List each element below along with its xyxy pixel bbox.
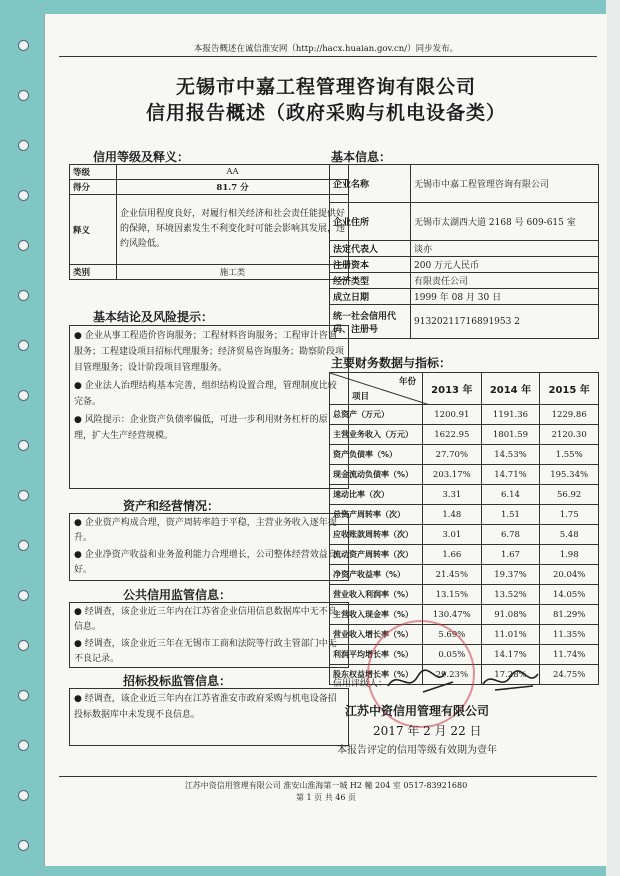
bullet-icon: ● [74, 381, 85, 391]
bidding-section-title: 招标投标监管信息： [123, 674, 232, 688]
address-value: 无锡市太湖西大道 2168 号 609-615 室 [411, 203, 599, 241]
finance-cell: 11.74% [540, 645, 599, 665]
finance-cell: 1.98 [540, 545, 599, 565]
finance-row [330, 585, 599, 605]
corner-year-label: 年份 [398, 377, 416, 387]
finance-cell: 1.66 [423, 545, 482, 565]
meaning-value: 企业信用程度良好，对履行相关经济和社会责任能提供好的保障，环境因素发生不利变化时可能会影响其发展，违约风险低。 [117, 195, 349, 265]
econ-type-value: 有限责任公司 [411, 273, 599, 289]
rater-signatures [383, 664, 563, 698]
finance-cell: 1.67 [481, 545, 540, 565]
public-item: ● 经调查，该企业近三年在无锡市工商和法院等行政主管部门中无不良记录。 [74, 639, 337, 664]
finance-table [329, 372, 599, 685]
year-header-2013: 2013 年 [423, 373, 482, 405]
conclusion-box [69, 325, 349, 489]
finance-row-label: 营业收入利润率（%） [330, 585, 423, 605]
year-header-2014: 2014 年 [481, 373, 540, 405]
finance-row-label: 应收账款周转率（次） [330, 525, 423, 545]
finance-row-label: 流动资产周转率（次） [330, 545, 423, 565]
finance-cell: 5.69% [423, 625, 482, 645]
bullet-icon: ● [74, 518, 85, 528]
finance-row [330, 465, 599, 485]
finance-row-label: 利润平均增长率（%） [330, 645, 423, 665]
bullet-icon: ● [74, 331, 85, 341]
report-title-company: 无锡市中嘉工程管理咨询有限公司 [175, 76, 476, 98]
conclusion-item: ● 企业从事工程造价咨询服务；工程材料咨询服务；工程审计咨询服务；工程建设项目招标代理服务；经济贸易咨询服务；勘察阶段项目管理服务；设计阶段项目管理服务。 [74, 331, 345, 373]
finance-cell: 1200.91 [423, 405, 482, 425]
score-value: 81.7 分 [117, 180, 349, 195]
assets-section-title: 资产和经营情况： [123, 499, 220, 513]
bullet-icon: ● [74, 550, 85, 560]
finance-cell: 0.05% [423, 645, 482, 665]
report-title-type: 信用报告概述（政府采购与机电设备类） [145, 102, 506, 124]
finance-cell: 1229.86 [540, 405, 599, 425]
finance-cell: 27.70% [423, 445, 482, 465]
finance-cell: 195.34% [540, 465, 599, 485]
credit-code-label: 统一社会信用代码、注册号 [330, 305, 411, 339]
public-section-title: 公共信用监管信息： [123, 588, 232, 602]
bullet-icon: ● [74, 415, 85, 425]
company-name-value: 无锡市中嘉工程管理咨询有限公司 [411, 165, 599, 203]
capital-value: 200 万元人民币 [411, 257, 599, 273]
bullet-icon: ● [74, 694, 85, 704]
finance-cell: 14.53% [481, 445, 540, 465]
finance-row-label: 总资产周转率（次） [330, 505, 423, 525]
finance-cell: 2120.30 [540, 425, 599, 445]
binding-spiral [0, 0, 44, 876]
footer-divider [59, 776, 597, 777]
finance-cell: 1.55% [540, 445, 599, 465]
finance-row-label: 股东权益增长率（%） [330, 665, 423, 685]
grade-value: AA [117, 165, 349, 180]
econ-type-label: 经济类型 [330, 273, 411, 289]
finance-row-label: 现金流动负债率（%） [330, 465, 423, 485]
footer-page-number: 第 1 页 共 46 页 [296, 793, 356, 802]
finance-cell: 11.01% [481, 625, 540, 645]
bidding-item: ● 经调查，该企业近三年内在江苏省淮安市政府采购与机电设备招投标数据库中未发现不良信息。 [74, 694, 337, 720]
conclusion-item: ● 风险提示：企业资产负债率偏低，可进一步利用财务杠杆的原理，扩大生产经营规模。 [74, 415, 328, 441]
finance-cell: 1622.95 [423, 425, 482, 445]
public-item: ● 经调查，该企业近三年内在江苏省企业信用信息数据库中无不良信息。 [74, 607, 337, 632]
capital-label: 注册资本 [330, 257, 411, 273]
validity-note: 本报告评定的信用等级有效期为壹年 [337, 745, 497, 756]
credit-section-title: 信用等级及释义： [93, 150, 190, 164]
rater-label: 信用评级人： [333, 679, 388, 689]
finance-row-label: 净资产收益率（%） [330, 565, 423, 585]
founded-value: 1999 年 08 月 30 日 [411, 289, 599, 305]
finance-cell: 6.78 [481, 525, 540, 545]
credit-code-value: 91320211716891953 2 [411, 305, 599, 339]
finance-row [330, 545, 599, 565]
report-page [44, 14, 607, 866]
finance-cell: 13.15% [423, 585, 482, 605]
assets-box [69, 513, 349, 581]
conclusion-item: ● 企业法人治理结构基本完善，组织结构设置合理，管理制度比较完备。 [74, 381, 337, 407]
finance-cell: 5.48 [540, 525, 599, 545]
finance-cell: 19.37% [481, 565, 540, 585]
meaning-label: 释义 [70, 195, 117, 265]
finance-cell: 6.14 [481, 485, 540, 505]
finance-row [330, 425, 599, 445]
finance-row [330, 405, 599, 425]
finance-row [330, 565, 599, 585]
finance-row-label: 主营收入现金率（%） [330, 605, 423, 625]
finance-row [330, 525, 599, 545]
finance-cell: 3.31 [423, 485, 482, 505]
finance-cell: 24.75% [540, 665, 599, 685]
header-divider [59, 56, 597, 57]
score-label: 得分 [70, 180, 117, 195]
finance-cell: 91.08% [481, 605, 540, 625]
finance-cell: 21.45% [423, 565, 482, 585]
finance-cell: 3.01 [423, 525, 482, 545]
publish-note: 本报告概述在诚信淮安网（http://hacx.huaian.gov.cn/）同步发布。 [193, 44, 459, 54]
finance-row-label: 营业收入增长率（%） [330, 625, 423, 645]
finance-cell: 130.47% [423, 605, 482, 625]
basic-section-title: 基本信息： [331, 150, 392, 164]
type-value: 施工类 [117, 265, 349, 280]
finance-cell: 203.17% [423, 465, 482, 485]
finance-cell: 14.71% [481, 465, 540, 485]
finance-row-label: 总资产（万元） [330, 405, 423, 425]
corner-item-label: 项目 [352, 392, 370, 402]
rating-company: 江苏中资信用管理有限公司 [345, 704, 490, 718]
finance-row-label: 资产负债率（%） [330, 445, 423, 465]
finance-row [330, 605, 599, 625]
finance-cell: 14.05% [540, 585, 599, 605]
finance-cell: 14.17% [481, 645, 540, 665]
finance-corner-cell [330, 373, 423, 405]
address-label: 企业住所 [330, 203, 411, 241]
founded-label: 成立日期 [330, 289, 411, 305]
legal-rep-label: 法定代表人 [330, 241, 411, 257]
finance-row [330, 485, 599, 505]
finance-row [330, 445, 599, 465]
finance-row-label: 主营业务收入（万元） [330, 425, 423, 445]
finance-cell: 1801.59 [481, 425, 540, 445]
finance-cell: 56.92 [540, 485, 599, 505]
finance-cell: 1.75 [540, 505, 599, 525]
assets-item: ● 企业资产构成合理，资产周转率趋于平稳，主营业务收入逐年提升。 [74, 518, 337, 543]
bullet-icon: ● [74, 639, 85, 649]
assets-item: ● 企业净资产收益和业务盈利能力合理增长，公司整体经营效益良好。 [74, 550, 337, 575]
year-header-2015: 2015 年 [540, 373, 599, 405]
grade-label: 等级 [70, 165, 117, 180]
company-name-label: 企业名称 [330, 165, 411, 203]
type-label: 类别 [70, 265, 117, 280]
finance-cell: 1191.36 [481, 405, 540, 425]
finance-cell: 11.35% [540, 625, 599, 645]
page-edge [606, 0, 620, 876]
finance-cell: 1.51 [481, 505, 540, 525]
credit-table [69, 164, 349, 280]
bullet-icon: ● [74, 607, 85, 617]
finance-cell: 1.48 [423, 505, 482, 525]
basic-info-table [329, 164, 599, 339]
finance-row [330, 505, 599, 525]
signoff-date: 2017 年 2 月 22 日 [373, 724, 482, 738]
finance-cell: 17.28% [481, 665, 540, 685]
bidding-box [69, 688, 349, 746]
public-box [69, 602, 349, 668]
finance-cell: 13.52% [481, 585, 540, 605]
finance-section-title: 主要财务数据与指标： [331, 356, 452, 370]
finance-cell: 81.29% [540, 605, 599, 625]
footer-contact: 江苏中资信用管理有限公司 淮安山淮海第一城 H2 幢 204 室 0517-83921680 [184, 781, 468, 790]
finance-row-label: 速动比率（次） [330, 485, 423, 505]
legal-rep-value: 谈亦 [411, 241, 599, 257]
finance-cell: 20.04% [540, 565, 599, 585]
conclusion-section-title: 基本结论及风险提示： [93, 310, 214, 324]
finance-cell: 29.23% [423, 665, 482, 685]
